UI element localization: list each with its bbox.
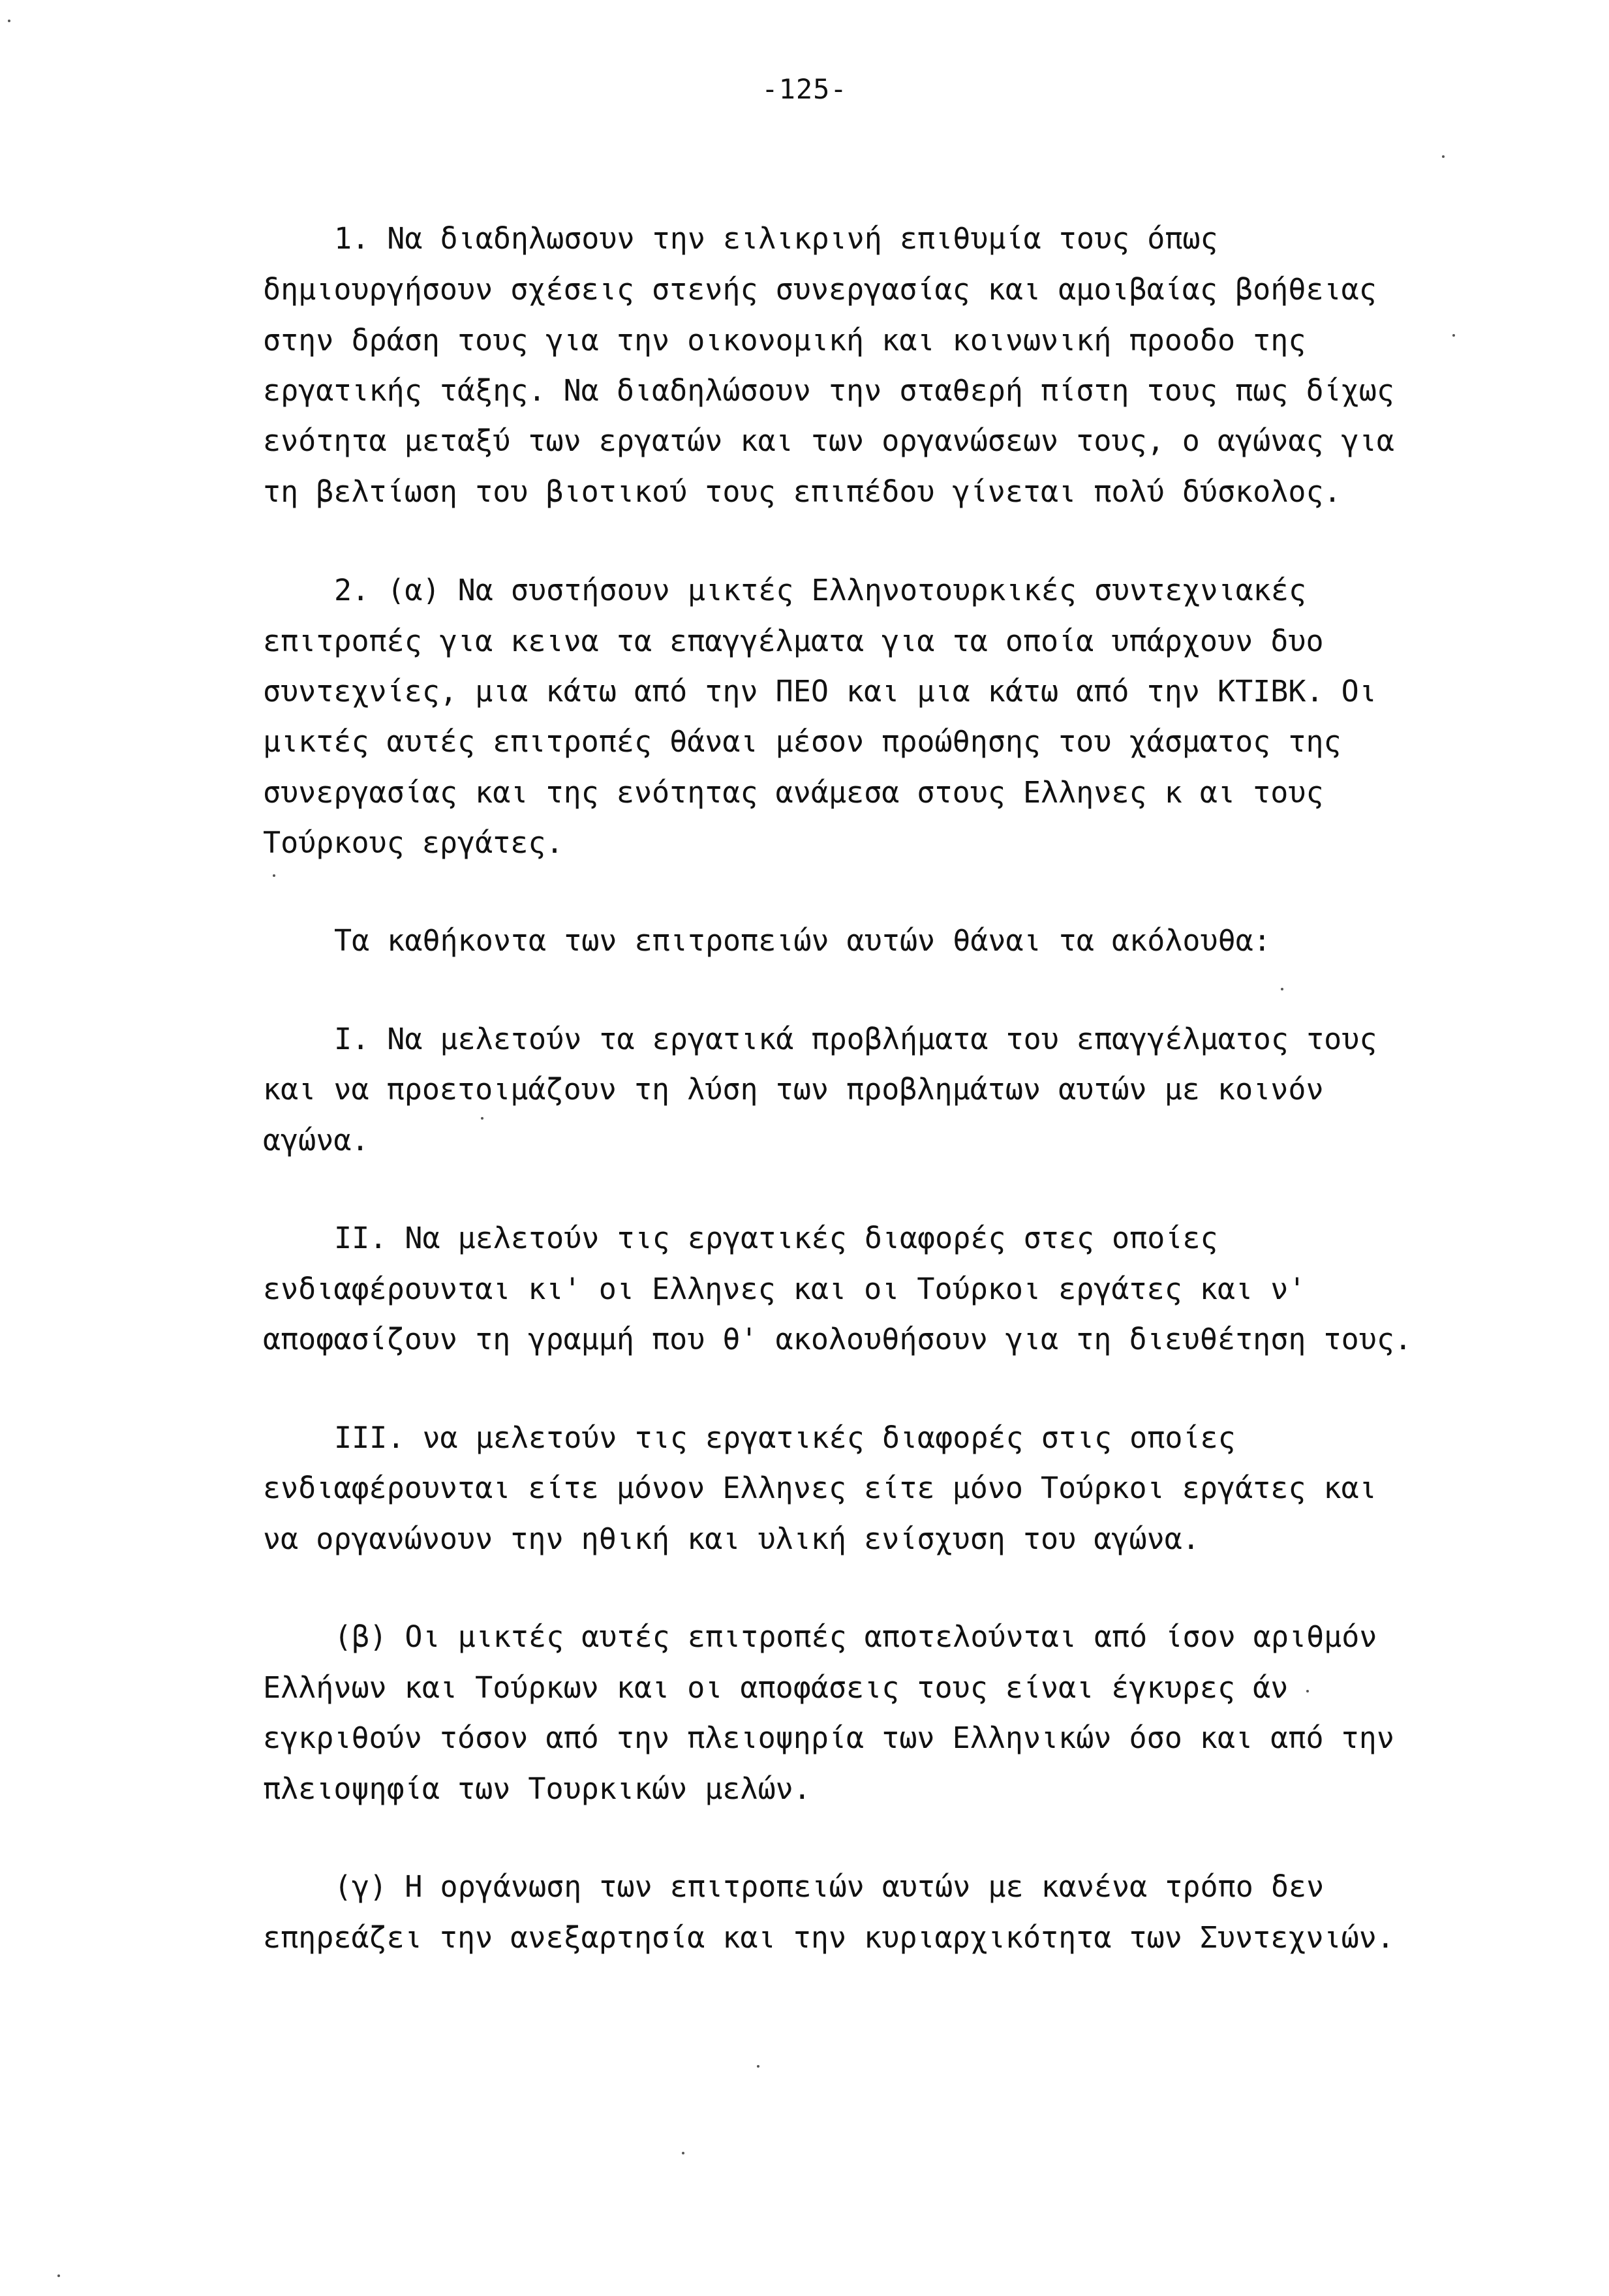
scan-speck xyxy=(1452,334,1455,337)
text-line: (γ) Η οργάνωση των επιτροπειών αυτών με κανένα τρόπο δεν xyxy=(334,1869,1325,1904)
text-line: III. να μελετούν τις εργατικές διαφορές στις οποίες xyxy=(334,1420,1236,1455)
scan-speck xyxy=(273,874,275,877)
text-line: τη βελτίωση του βιοτικού τους επιπέδου γίνεται πολύ δύσκολος. xyxy=(263,474,1341,509)
text-line: αγώνα. xyxy=(263,1123,369,1157)
text-line: εγκριθούν τόσον από την πλειοψηρία των Ελληνικών όσο και από την xyxy=(263,1721,1394,1755)
text-line: να οργανώνουν την ηθική και υλική ενίσχυση του αγώνα. xyxy=(263,1522,1200,1556)
text-line: ενδιαφέρουνται κι' οι Ελληνες και οι Τούρκοι εργάτες και ν' xyxy=(263,1272,1306,1306)
text-line: (β) Οι μικτές αυτές επιτροπές αποτελούνται από ίσον αριθμόν xyxy=(334,1619,1377,1654)
scan-speck xyxy=(1306,1690,1309,1692)
text-line: στην δράση τους για την οικονομική και κοινωνική προοδο της xyxy=(263,323,1306,358)
page-number: -125- xyxy=(761,73,848,105)
text-line: μικτές αυτές επιτροπές θάναι μέσον προώθησης του χάσματος της xyxy=(263,724,1341,759)
text-line: συντεχνίες, μια κάτω από την ΠΕΟ και μια κάτω από την ΚΤΙΒΚ. Οι xyxy=(263,674,1377,709)
text-line: Τούρκους εργάτες. xyxy=(263,825,564,860)
text-line: Τα καθήκοντα των επιτροπειών αυτών θάναι τα ακόλουθα: xyxy=(334,923,1271,958)
text-line: 2. (α) Να συστήσουν μικτές Ελληνοτουρκικές συντεχνιακές xyxy=(334,573,1307,607)
text-line: πλειοψηφία των Τουρκικών μελών. xyxy=(263,1771,811,1806)
text-line: επηρεάζει την ανεξαρτησία και την κυριαρχικότητα των Συντεχνιών. xyxy=(263,1920,1394,1955)
scan-speck xyxy=(682,2152,684,2154)
text-line: δημιουργήσουν σχέσεις στενής συνεργασίας και αμοιβαίας βοήθειας xyxy=(263,272,1377,307)
text-line: ενδιαφέρουνται είτε μόνον Ελληνες είτε μόνο Τούρκοι εργάτες και xyxy=(263,1471,1377,1505)
text-line: αποφασίζουν τη γραμμή που θ' ακολουθήσουν για τη διευθέτηση τους. xyxy=(263,1322,1412,1356)
scan-speck xyxy=(757,2065,759,2068)
scan-speck xyxy=(1442,155,1445,158)
text-line: και να προετοιμάζουν τη λύση των προβλημάτων αυτών με κοινόν xyxy=(263,1072,1324,1107)
text-line: 1. Να διαδηλωσουν την ειλικρινή επιθυμία τους όπως xyxy=(334,221,1218,256)
scan-speck xyxy=(57,2274,60,2277)
text-line: Ελλήνων και Τούρκων και οι αποφάσεις τους είναι έγκυρες άν xyxy=(263,1670,1289,1705)
scan-speck xyxy=(8,20,10,22)
text-line: ενότητα μεταξύ των εργατών και των οργανώσεων τους, ο αγώνας για xyxy=(263,423,1394,458)
scan-speck xyxy=(481,1117,483,1120)
text-line: II. Να μελετούν τις εργατικές διαφορές στες οποίες xyxy=(334,1221,1218,1255)
text-line: εργατικής τάξης. Να διαδηλώσουν την σταθερή πίστη τους πως δίχως xyxy=(263,373,1394,408)
text-line: επιτροπές για κεινα τα επαγγέλματα για τα οποία υπάρχουν δυο xyxy=(263,624,1324,658)
text-line: I. Να μελετούν τα εργατικά προβλήματα του επαγγέλματος τους xyxy=(334,1022,1377,1056)
text-line: συνεργασίας και της ενότητας ανάμεσα στους Ελληνες κ αι τους xyxy=(263,775,1324,810)
scan-speck xyxy=(1281,988,1283,990)
